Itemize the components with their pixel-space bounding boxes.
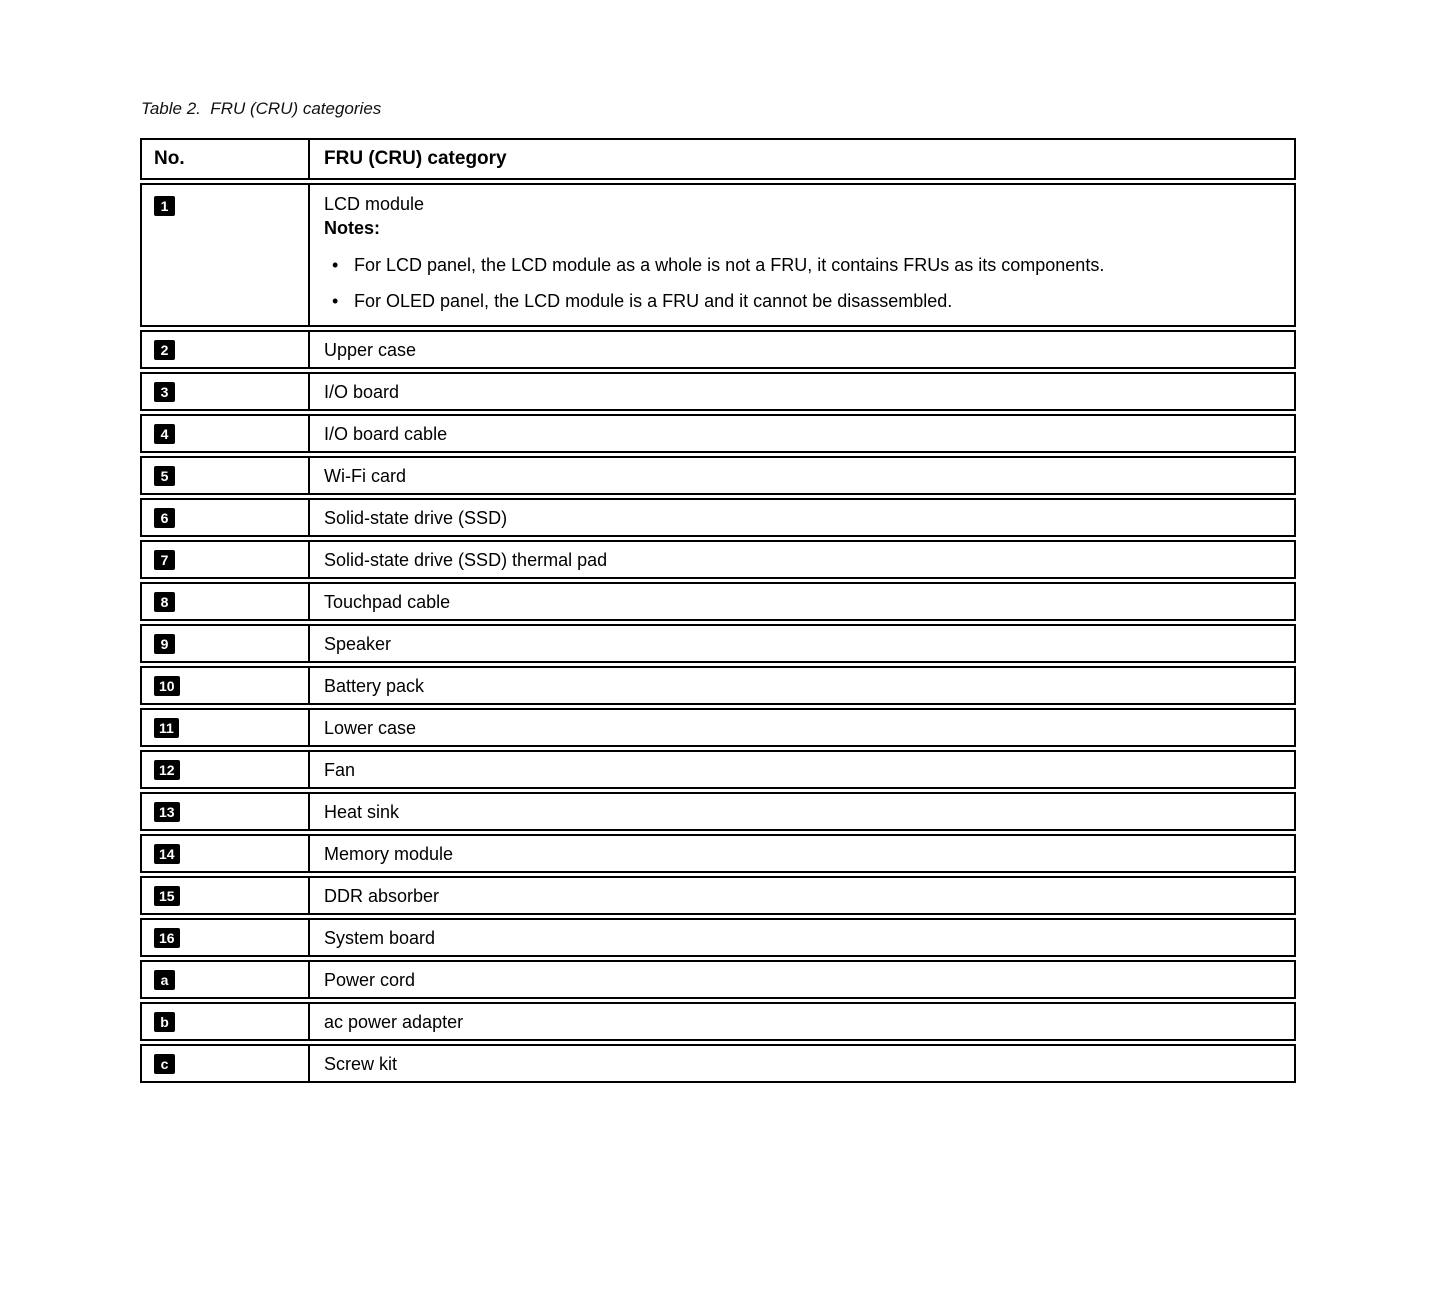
row-no-cell [142,626,310,661]
row-no-cell [142,920,310,955]
row-category-cell [310,416,1294,451]
row-number-badge: 9 [154,634,175,654]
row-number-badge: 16 [154,928,180,948]
row-category-cell [310,836,1294,871]
category-label: Heat sink [324,801,400,822]
table-row [140,1002,1296,1041]
category-label: Lower case [324,717,417,738]
table-row [140,372,1296,411]
table-row [140,834,1296,873]
category-label: Solid-state drive (SSD) [324,507,508,528]
table-row [140,330,1296,369]
row-category-cell [310,584,1294,619]
row-no-cell [142,962,310,997]
row-no-cell [142,416,310,451]
note-item: • For OLED panel, the LCD module is a FRU and it cannot be disassembled. [332,289,1280,313]
row-no-cell [142,668,310,703]
row-number-badge: b [154,1012,175,1032]
fru-cru-table [140,138,1296,1086]
row-number-badge: 11 [154,718,179,738]
row-no-cell [142,458,310,493]
table-row [140,792,1296,831]
row-no-cell [142,1046,310,1081]
row-no-cell [142,836,310,871]
row-category-cell [310,626,1294,661]
header-category-label: FRU (CRU) category [324,148,507,169]
row-number-badge: 6 [154,508,175,528]
row-no-cell [142,752,310,787]
row-category-cell [310,458,1294,493]
category-label: Solid-state drive (SSD) thermal pad [324,549,608,570]
row-number-badge: 15 [154,886,180,906]
category-label: Wi-Fi card [324,465,406,486]
table-row [140,456,1296,495]
row-category-cell [310,1004,1294,1039]
table-row [140,960,1296,999]
category-label: Speaker [324,633,392,654]
category-label: Fan [324,759,356,780]
row-category-cell [310,878,1294,913]
row-category-cell [310,1046,1294,1081]
table-row [140,414,1296,453]
row-number-badge: 14 [154,844,180,864]
table-row [140,498,1296,537]
header-no-label: No. [154,148,185,169]
row-number-badge: 8 [154,592,175,612]
notes-list [324,253,1280,313]
row-category-cell [310,920,1294,955]
table-caption: Table 2. FRU (CRU) categories [141,99,382,118]
table-row [140,876,1296,915]
notes-label: Notes: [324,218,381,238]
category-label: DDR absorber [324,885,440,906]
category-label: Screw kit [324,1053,398,1074]
row-number-badge: 5 [154,466,175,486]
header-cell-no [142,140,310,178]
table-body [140,183,1296,1083]
row-no-cell [142,584,310,619]
category-label: System board [324,927,436,948]
category-label: LCD module [324,194,425,214]
row-category-cell [310,962,1294,997]
row-category-cell [310,668,1294,703]
category-label: Memory module [324,843,454,864]
row-category-cell [310,185,1294,325]
row-number-badge: 12 [154,760,180,780]
row-number-badge: a [154,970,175,990]
table-row [140,666,1296,705]
table-row [140,918,1296,957]
row-no-cell [142,500,310,535]
row-number-badge: c [154,1054,175,1074]
table-row [140,183,1296,327]
table-row [140,750,1296,789]
row-no-cell [142,710,310,745]
row-number-badge: 4 [154,424,175,444]
row-category-cell [310,374,1294,409]
row-number-badge: 10 [154,676,180,696]
table-header-row [140,138,1296,180]
row-no-cell [142,185,310,325]
row-no-cell [142,794,310,829]
row-category-cell [310,752,1294,787]
row-category-cell [310,794,1294,829]
note-item: • For LCD panel, the LCD module as a whole is not a FRU, it contains FRUs as its components. [332,253,1280,277]
row-no-cell [142,542,310,577]
category-label: Battery pack [324,675,425,696]
category-label: Touchpad cable [324,591,451,612]
category-label: I/O board cable [324,423,448,444]
row-category-cell [310,542,1294,577]
category-label: ac power adapter [324,1011,464,1032]
row-number-badge: 13 [154,802,180,822]
row-no-cell [142,374,310,409]
header-cell-category [310,140,1294,178]
table-row [140,708,1296,747]
row-category-cell [310,710,1294,745]
row-no-cell [142,878,310,913]
table-row [140,1044,1296,1083]
table-row [140,624,1296,663]
category-label: Upper case [324,339,417,360]
row-no-cell [142,1004,310,1039]
table-row [140,540,1296,579]
row-number-badge: 3 [154,382,175,402]
row-number-badge: 7 [154,550,175,570]
row-no-cell [142,332,310,367]
row-number-badge: 1 [154,196,175,216]
row-category-cell [310,500,1294,535]
row-category-cell [310,332,1294,367]
category-label: I/O board [324,381,400,402]
table-row [140,582,1296,621]
category-label: Power cord [324,969,416,990]
row-number-badge: 2 [154,340,175,360]
